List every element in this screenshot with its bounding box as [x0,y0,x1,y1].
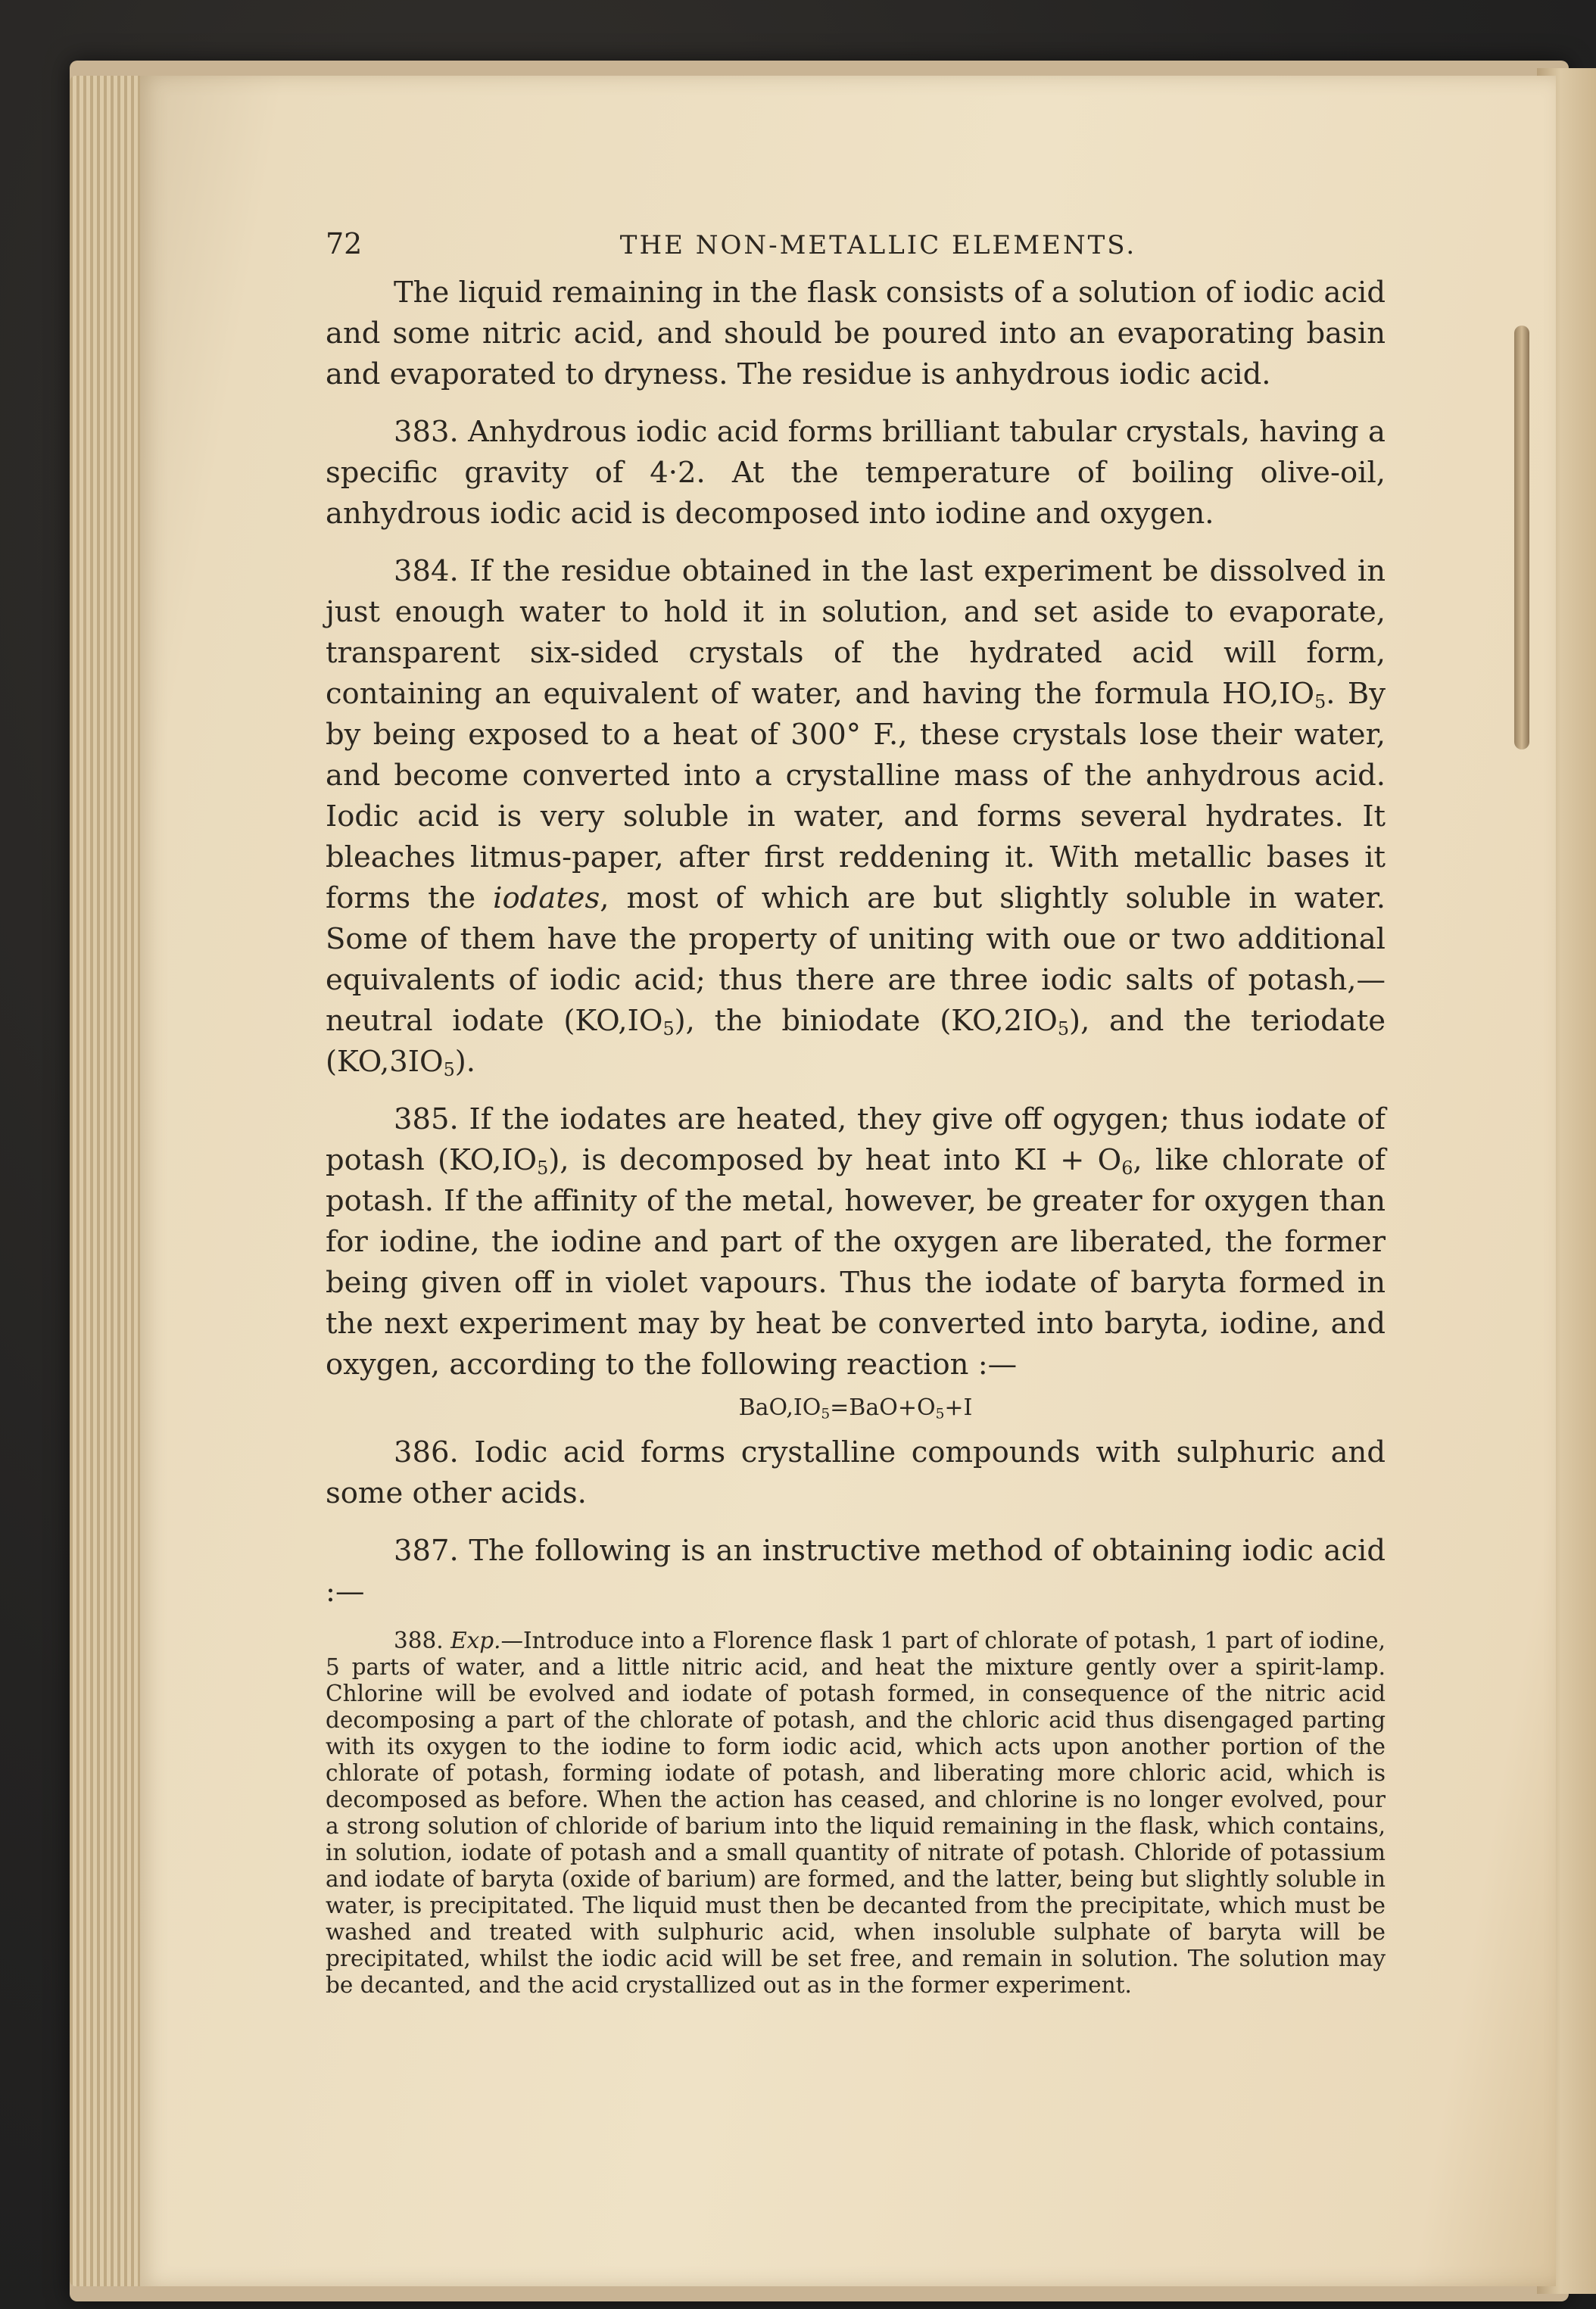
paragraph-387 [326,1531,1386,1613]
paragraph-text: The liquid remaining in the flask consists of a solution of iodic acid and some nitric acid, and should be poured into an evaporating basin and evaporated to dryness. The residue is anhydrous iodic acid. [326,276,1386,391]
text-run: . By by being exposed to a heat of 300° F., these crystals lose their water, and become converted into a crystalline mass of the anhydrous acid. Iodic acid is very soluble in water, and forms several hydrates. It bleaches litmus-paper, after first reddening it. With metallic bases it forms the [326,677,1386,915]
paragraph-continuation [326,273,1386,395]
paragraph-386 [326,1432,1386,1514]
paragraph-number: 386. [394,1435,459,1469]
experiment-label: Exp. [450,1628,501,1653]
subscript: 5 [821,1406,831,1422]
running-title: THE NON-METALLIC ELEMENTS. [619,230,1137,260]
paragraph-384 [326,551,1386,1083]
page-text [326,227,1386,2021]
subscript: 6 [1121,1157,1133,1179]
paragraph-388-experiment [326,1628,1386,1999]
text-run: ). [454,1045,476,1079]
paragraph-number: 384. [394,554,459,588]
paragraph-number: 385. [394,1102,459,1136]
subscript: 5 [537,1157,549,1179]
subscript: 5 [443,1058,455,1080]
paragraph-text: The following is an instructive method of obtaining iodic acid :— [326,1534,1386,1609]
paragraph-text: —Introduce into a Florence flask 1 part of chlorate of potash, 1 part of iodine, 5 parts of water, and a little nitric acid, and heat the mixture gently over a spirit-lamp. Chlorine will be evolved and iodate of potash formed, in consequence of the nitric acid decomposing a part of the chlorate of potash, and the chloric acid thus disengaged parting with its oxygen to the iodine to form iodic acid, which acts upon another portion of the chlorate of potash, forming iodate of potash, and liberating more chloric acid, which is decomposed as before. When the action has ceased, and chlorine is no longer evolved, pour a strong solution of chloride of barium into the liquid remaining in the flask, which contains, in solution, iodate of potash and a small quantity of nitrate of potash. Chloride of potassium and iodate of baryta (oxide of barium) are formed, and the latter, being but slightly soluble in water, is precipitated. The liquid must then be decanted from the precipitate, which must be washed and treated with sulphuric acid, when insoluble sulphate of baryta will be precipitated, whilst the iodic acid will be set free, and remain in solution. The solution may be decanted, and the acid crystallized out as in the former experiment. [326,1628,1386,1998]
italic-term: iodates [493,881,600,915]
text-run: , like chlorate of potash. If the affinity of the metal, however, be greater for oxygen than for iodine, the iodine and part of the oxygen are liberated, the former being given off in violet vapours. Thus the iodate of baryta formed in the next experiment may by heat be converted into baryta, iodine, and oxygen, according to the following reaction :— [326,1143,1386,1382]
running-header [326,227,1386,273]
paragraph-383 [326,412,1386,534]
paragraph-text: Anhydrous iodic acid forms brilliant tabular crystals, having a specific gravity of 4·2. At the temperature of boiling olive-oil, anhydrous iodic acid is decomposed into iodine and oxygen. [326,415,1386,531]
formula-part: =BaO+O [830,1394,936,1421]
text-run: ), the biniodate (KO,2IO [674,1004,1058,1038]
subscript: 5 [1314,690,1326,712]
paragraph-number: 388. [394,1628,444,1653]
chemical-equation [326,1391,1386,1425]
text-run: If the iodates are heated, they give off ogygen; thus iodate of potash (KO,IO [326,1102,1386,1177]
text-run: If the residue obtained in the last experiment be dissolved in just enough water to hold it in solution, and set aside to evaporate, transparent six-sided crystals of the hydrated acid will form, containing an equivalent of water, and having the formula HO,IO [326,554,1386,711]
subscript: 5 [935,1406,945,1422]
page-number: 72 [326,227,363,260]
text-run: ), is decomposed by heat into KI + O [548,1143,1122,1177]
paragraph-number: 387. [394,1534,459,1568]
subscript: 5 [662,1017,675,1039]
paragraph-385 [326,1099,1386,1385]
text-run: , most of which are but slightly soluble in water. Some of them have the property of uniting with oue or two additional equivalents of iodic acid; thus there are three iodic salts of potash,—neutral iodate (KO,IO [326,881,1386,1038]
paragraph-text: Iodic acid forms crystalline compounds with sulphuric and some other acids. [326,1435,1386,1510]
formula-part: BaO,IO [738,1394,821,1421]
text-run: ), and the teriodate (KO,3IO [326,1004,1386,1079]
paragraph-number: 383. [394,415,459,449]
subscript: 5 [1057,1017,1070,1039]
binding-string [1514,326,1529,749]
formula-part: +I [944,1394,973,1421]
